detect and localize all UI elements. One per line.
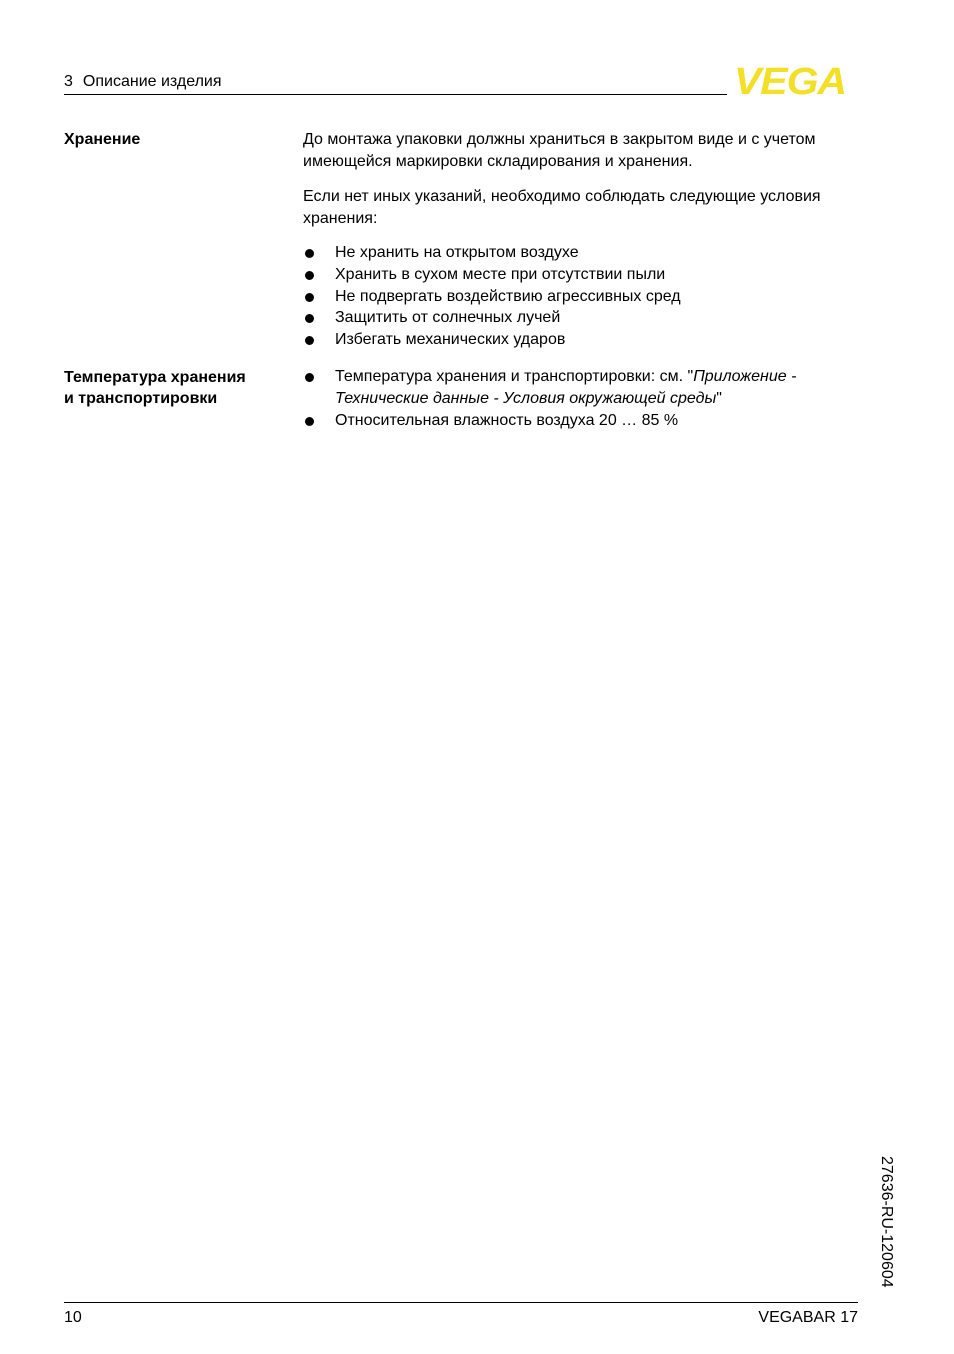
footer-divider (64, 1302, 858, 1303)
bullet-icon (305, 336, 314, 345)
list-item-text: Избегать механических ударов (335, 331, 566, 348)
chapter-number: 3 (64, 73, 73, 90)
list-item (303, 307, 863, 329)
page-number: 10 (64, 1309, 82, 1326)
list-item-text: Хранить в сухом месте при отсутствии пыли (335, 265, 666, 283)
list-item (303, 410, 863, 432)
bullet-icon (305, 271, 314, 280)
vega-logo (734, 61, 858, 103)
humidity-text: Относительная влажность воздуха 20 … 85 % (335, 412, 679, 429)
list-item (303, 329, 863, 351)
list-item (303, 366, 863, 410)
storage-label: Хранение (64, 131, 141, 148)
bullet-icon (305, 249, 314, 258)
bullet-icon (305, 373, 314, 382)
temperature-label (64, 367, 289, 409)
storage-paragraph-2: Если нет иных указаний, необходимо соблюдать следующие условия хранения: (303, 188, 821, 227)
list-item (303, 242, 863, 264)
temperature-label-line-2: и транспортировки (64, 390, 218, 407)
bullet-icon (305, 417, 314, 426)
list-item-text: Защитить от солнечных лучей (335, 309, 561, 327)
logo-wordmark: VEGA (734, 61, 846, 103)
list-item (303, 264, 863, 286)
product-name: VEGABAR 17 (758, 1309, 858, 1326)
storage-conditions-list (303, 242, 863, 351)
list-item (303, 286, 863, 308)
bullet-icon (305, 314, 314, 323)
list-item-text: Не хранить на открытом воздухе (335, 244, 579, 261)
appendix-reference: Приложение - Технические данные - Условия окружающей среды (335, 368, 797, 407)
quote-close: " (716, 390, 722, 407)
chapter-heading (64, 72, 222, 92)
list-item-text: Не подвергать воздействию агрессивных сред (335, 287, 681, 305)
storage-paragraph-1: До монтажа упаковки должны храниться в закрытом виде и с учетом имеющейся маркировки складирования и хранения. (303, 131, 816, 170)
page-header (64, 61, 858, 104)
temperature-text: Температура хранения и транспортировки: см. " (335, 368, 694, 385)
temperature-list (303, 366, 863, 432)
document-code: 27636-RU-120604 (878, 1156, 895, 1288)
chapter-title: Описание изделия (82, 73, 222, 90)
header-divider (64, 94, 727, 95)
temperature-label-line-1: Температура хранения (64, 369, 246, 386)
bullet-icon (305, 293, 314, 302)
